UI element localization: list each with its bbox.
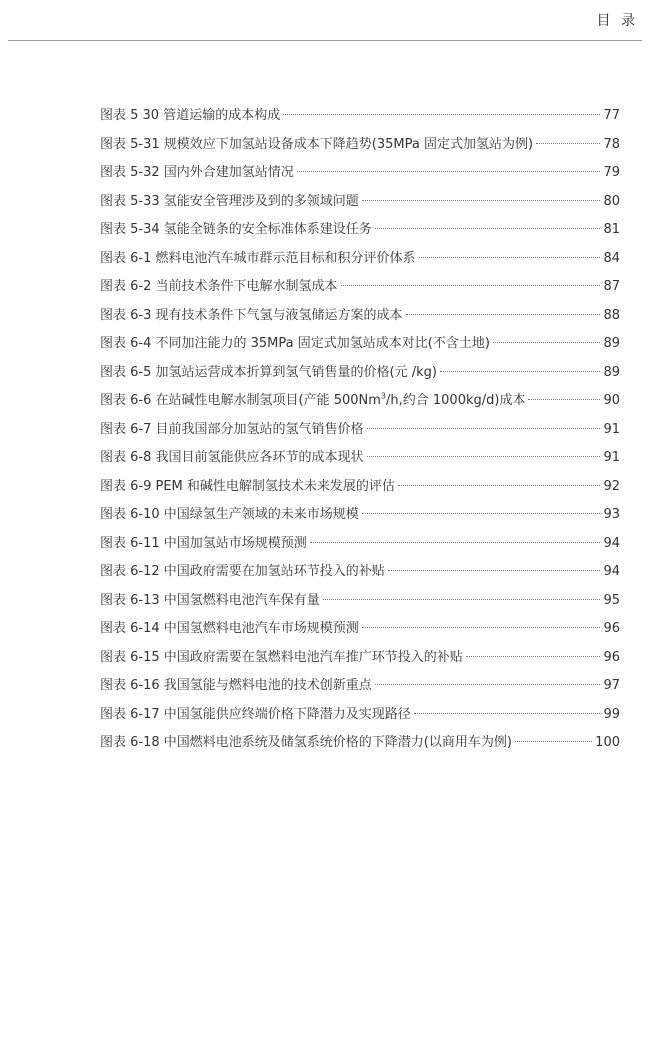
toc-entry-title: 图表 6-15 中国政府需要在氢燃料电池汽车推广环节投入的补贴 — [100, 649, 463, 665]
toc-entry-page-number: 94 — [603, 535, 620, 551]
toc-entry-page-number: 81 — [603, 222, 620, 237]
toc-entry-title: 图表 6-9 PEM 和碱性电解制氢技术未来发展的评估 — [100, 478, 395, 494]
toc-entry[interactable] — [100, 644, 620, 673]
toc-entry-page-number: 90 — [603, 393, 620, 408]
toc-entry-title: 图表 6-8 我国目前氢能供应各环节的成本现状 — [100, 450, 364, 465]
toc-entry-page-number: 91 — [603, 450, 620, 465]
dot-leader — [536, 143, 600, 144]
toc-entry[interactable] — [100, 558, 620, 587]
toc-entry-page-number: 89 — [603, 336, 620, 351]
toc-entry[interactable] — [100, 387, 620, 416]
toc-entry-page-number: 97 — [603, 678, 620, 693]
toc-entry-title: 图表 5 30 管道运输的成本构成 — [100, 108, 281, 123]
toc-entry-title: 图表 6-5 加氢站运营成本折算到氢气销售量的价格(元 /kg) — [100, 364, 437, 380]
dot-leader — [528, 399, 600, 400]
dot-leader — [323, 599, 601, 600]
dot-leader — [388, 570, 601, 571]
toc-entry[interactable] — [100, 501, 620, 530]
toc-entry-page-number: 79 — [603, 165, 620, 180]
dot-leader — [375, 228, 601, 229]
dot-leader — [362, 200, 601, 201]
toc-entry[interactable] — [100, 701, 620, 730]
toc-entry-page-number: 93 — [603, 507, 620, 522]
dot-leader — [466, 656, 601, 657]
toc-entry-title: 图表 5-31 规模效应下加氢站设备成本下降趋势(35MPa 固定式加氢站为例) — [100, 136, 534, 152]
toc-entry-page-number: 87 — [603, 279, 620, 294]
header-divider — [8, 40, 642, 41]
toc-entry-page-number: 77 — [603, 108, 620, 123]
toc-entry-title: 图表 6-6 在站碱性电解水制氢项目(产能 500Nm$^3$/h,约合 1000kg/d)成本 — [100, 391, 526, 408]
page-header-title: 目 录 — [596, 13, 638, 29]
superscript: 3 — [380, 391, 386, 401]
dot-leader — [283, 114, 600, 115]
toc-entry[interactable] — [100, 672, 620, 701]
toc-entry[interactable] — [100, 587, 620, 616]
toc-entry-title: 图表 6-2 当前技术条件下电解水制氢成本 — [100, 279, 338, 294]
toc-entry[interactable] — [100, 359, 620, 388]
dot-leader — [367, 428, 601, 429]
toc-entry[interactable] — [100, 216, 620, 245]
toc-entry-title: 图表 6-14 中国氢燃料电池汽车市场规模预测 — [100, 621, 359, 636]
toc-entry-title: 图表 6-10 中国绿氢生产领域的未来市场规模 — [100, 507, 359, 522]
toc-entry-page-number: 99 — [603, 706, 620, 722]
toc-entry-title: 图表 6-12 中国政府需要在加氢站环节投入的补贴 — [100, 564, 385, 579]
toc-entry[interactable] — [100, 188, 620, 217]
toc-entry[interactable] — [100, 302, 620, 331]
toc-entry-title: 图表 5-32 国内外合建加氢站情况 — [100, 165, 294, 180]
table-of-figures — [100, 102, 620, 758]
toc-entry[interactable] — [100, 729, 620, 758]
toc-entry[interactable] — [100, 102, 620, 131]
toc-entry[interactable] — [100, 615, 620, 644]
toc-entry[interactable] — [100, 131, 620, 160]
toc-entry-page-number: 96 — [603, 649, 620, 665]
dot-leader — [341, 285, 601, 286]
dot-leader — [419, 257, 601, 258]
toc-entry-title: 图表 6-1 燃料电池汽车城市群示范目标和积分评价体系 — [100, 250, 416, 266]
toc-entry[interactable] — [100, 330, 620, 359]
dot-leader — [310, 542, 601, 543]
toc-entry-title: 图表 6-7 目前我国部分加氢站的氢气销售价格 — [100, 421, 364, 437]
toc-entry-page-number: 91 — [603, 421, 620, 437]
toc-entry[interactable] — [100, 159, 620, 188]
toc-entry-page-number: 88 — [603, 307, 620, 323]
dot-leader — [398, 485, 601, 486]
dot-leader — [362, 513, 601, 514]
dot-leader — [493, 342, 601, 343]
dot-leader — [414, 713, 601, 714]
toc-entry-title: 图表 5-34 氢能全链条的安全标准体系建设任务 — [100, 222, 372, 237]
toc-entry-page-number: 92 — [603, 478, 620, 494]
dot-leader — [406, 314, 601, 315]
toc-entry-page-number: 100 — [595, 735, 620, 750]
toc-entry[interactable] — [100, 245, 620, 274]
toc-entry-page-number: 78 — [603, 136, 620, 152]
toc-entry-title: 图表 6-4 不同加注能力的 35MPa 固定式加氢站成本对比(不含土地) — [100, 336, 490, 351]
toc-entry-title: 图表 6-11 中国加氢站市场规模预测 — [100, 535, 307, 551]
toc-entry-title: 图表 6-17 中国氢能供应终端价格下降潜力及实现路径 — [100, 706, 411, 722]
toc-entry[interactable] — [100, 273, 620, 302]
dot-leader — [375, 684, 601, 685]
toc-entry[interactable] — [100, 416, 620, 445]
toc-entry-title: 图表 6-3 现有技术条件下气氢与液氢储运方案的成本 — [100, 307, 403, 323]
toc-entry-title: 图表 6-13 中国氢燃料电池汽车保有量 — [100, 592, 320, 608]
toc-entry-page-number: 84 — [603, 250, 620, 266]
toc-entry-title: 图表 6-18 中国燃料电池系统及储氢系统价格的下降潜力(以商用车为例) — [100, 735, 512, 750]
toc-entry[interactable] — [100, 444, 620, 473]
toc-entry-title: 图表 5-33 氢能安全管理涉及到的多领域问题 — [100, 193, 359, 209]
toc-entry-page-number: 96 — [603, 621, 620, 636]
dot-leader — [515, 741, 592, 742]
dot-leader — [367, 456, 601, 457]
dot-leader — [297, 171, 601, 172]
toc-entry-page-number: 89 — [603, 364, 620, 380]
toc-entry-page-number: 95 — [603, 592, 620, 608]
toc-entry-title: 图表 6-16 我国氢能与燃料电池的技术创新重点 — [100, 678, 372, 693]
toc-entry[interactable] — [100, 530, 620, 559]
dot-leader — [362, 627, 601, 628]
toc-entry-page-number: 80 — [603, 193, 620, 209]
dot-leader — [440, 371, 601, 372]
toc-entry[interactable] — [100, 473, 620, 502]
toc-entry-page-number: 94 — [603, 564, 620, 579]
